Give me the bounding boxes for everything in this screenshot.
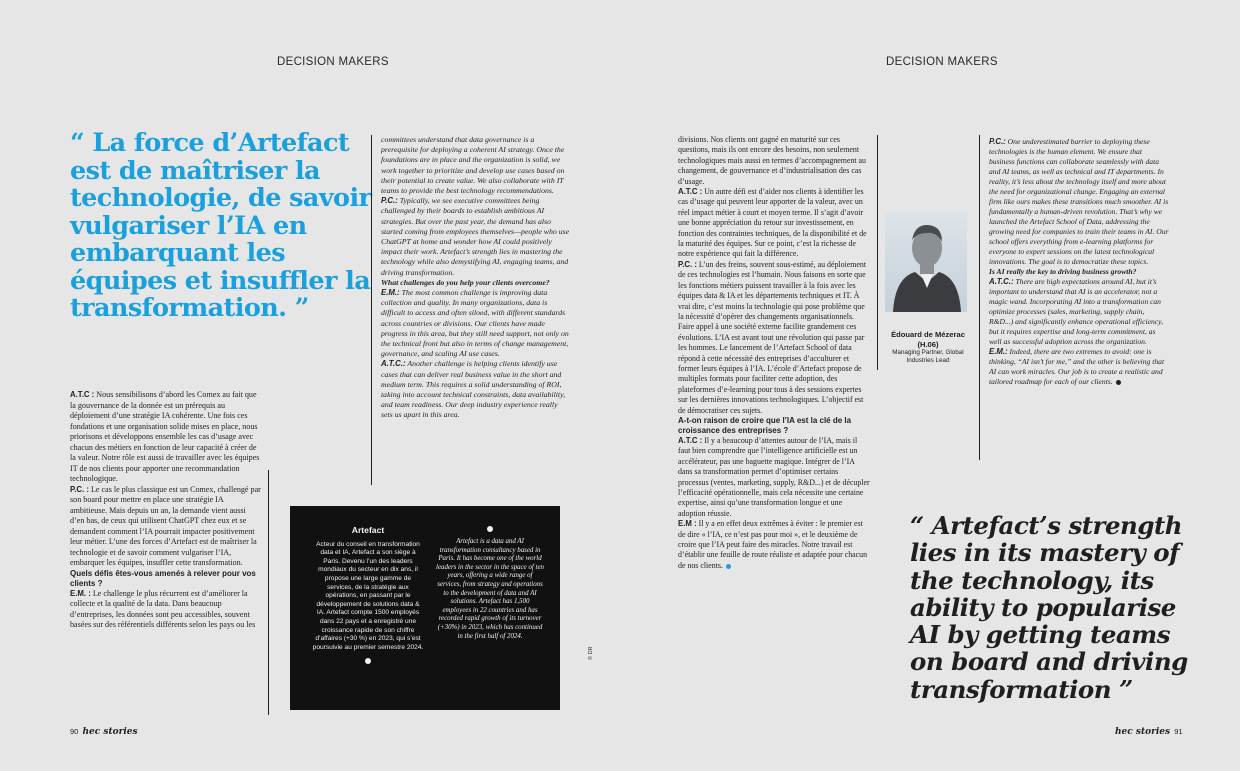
speaker-tag: E.M :	[678, 519, 697, 529]
paragraph: Le cas le plus classique est un Comex, challengé par son board pour mettre en place une stratégie IA ambitieuse. Mais depuis un an, la demande vient aussi d’en bas, de ceux qui utilisent ChatGPT chez eux et se demandent comment l’IA pourrait impacter positivement leur métier. L’une des forces d’Artefact est de maîtriser la technologie et de savoir comment vulgariser l’IA, embarquer les équipes, insuffler cette transformation.	[70, 484, 261, 567]
company-info-box	[290, 506, 560, 710]
pull-quote-fr: “ La force d’Artefact est de maîtriser la technologie, de savoir vulgariser l’IA en embarquant les équipes et insuffler la transformation. ”	[70, 128, 372, 323]
speaker-tag: A.T.C :	[678, 435, 703, 445]
info-box-text-en: Artefact is a data and AI transformation consultancy based in Paris. It has become one of the world leaders in the sector in the space of ten years, offering a wide range of services, from strategy and operations to the development of data and AI solutions. Artefact has 1,500 employees in 22 countries and has recorded rapid growth of its turnover (+30%) in 2023, which has continued in the first half of 2024.	[436, 538, 544, 640]
paragraph: Typically, we see executive committees being challenged by their boards to establish ambitious AI strategies. But over the past year, the demand has also started coming from employees themselves—people who use ChatGPT at home and wonder how AI could positively impact their work. Artefact’s strength lies in mastering the technology while also demystifying AI, engaging teams, and driving transformation.	[381, 196, 570, 277]
paragraph: committees understand that data governance is a prerequisite for deploying a coherent AI strategy. Once the foundations are in place and the organization is solid, we work together to prioritize and develop use cases based on their potential to create value. We also collaborate with IT teams to provide the best technology recommendations.	[381, 135, 565, 196]
question-heading: Quels défis êtes-vous amenés à relever pour vos clients ?	[70, 568, 256, 588]
speaker-tag: A.T.C.:	[989, 277, 1014, 286]
pull-quote-en: “ Artefact’s strength lies in its mastery of the technology, its ability to popularise AI by getting teams on board and driving transformation ”	[910, 511, 1188, 704]
paragraph: Le challenge le plus récurrent est d’améliorer la collecte et la qualité de la data. Dans beaucoup d’entreprises, les données sont peu accessibles, souvent basées sur des référentiels différents selon les pays ou les	[70, 588, 256, 629]
info-box-en	[436, 520, 544, 641]
paragraph: Another challenge is helping clients identify use cases that can deliver real business value in the short and medium term. This requires a solid understanding of ROI, taking into account technical constraints, data availability, and team readiness. Our deep industry experience really sets us apart in this area.	[381, 359, 566, 420]
question-heading: A-t-on raison de croire que l’IA est la clé de la croissance des entreprises ?	[678, 415, 852, 435]
portrait-caption	[880, 330, 976, 365]
speaker-tag: A.T.C.:	[381, 359, 406, 369]
paragraph: L’un des freins, souvent sous-estimé, au déploiement de ces technologies est l’humain. Nous faisons en sorte que les fonctions métiers puissent travailler à la fois avec les équipes data & IA et les départements techniques et IT. À vrai dire, c’est moins la technologie qui pose problème que la nécessité d’opérer des changements organisationnels. Faire appel à une société externe facilite grandement ces évolutions. L’IA est avant tout une révolution qui passe par les hommes. Le lancement de l’Artefact School of data répond à cette nécessité des entreprises d’acculturer et former leurs équipes à l’IA. L’école d’Artefact propose de multiples formats pour faciliter cette adoption, des plateformes d’e-learning pour tous à des sessions expertes sur les dernières innovations technologiques. L’objectif est de démocratiser ces sujets.	[678, 259, 867, 415]
speaker-tag: A.T.C :	[70, 390, 95, 399]
column-3	[678, 135, 870, 571]
bullet-dot-icon	[365, 658, 371, 664]
info-box-title: Artefact	[351, 525, 385, 535]
end-mark-icon	[726, 564, 731, 569]
speaker-tag: A.T.C :	[678, 187, 703, 197]
portrait-role: Managing Partner, Global Industries Lead	[892, 349, 964, 364]
speaker-tag: E.M.:	[989, 347, 1008, 356]
portrait-photo	[885, 212, 967, 312]
brand-logo-right: hec stories	[1115, 727, 1171, 737]
photo-credit: © DR	[588, 646, 594, 660]
paragraph: Nous sensibilisons d’abord les Comex au fait que la gouvernance de la donnée est un prérequis au déploiement d’une stratégie IA cohérente. Une fois ces fondations et une organisation solide mises en place, nous priorisons et développons ensemble les cas d’usage avec chacun des métiers en fonction de leur capacité à créer de la valeur. Notre rôle est aussi de travailler avec les équipes IT de nos clients pour apporter une recommandation technologique.	[70, 390, 260, 483]
column-divider	[979, 135, 980, 460]
bullet-dot-icon	[487, 526, 493, 532]
column-divider	[268, 470, 269, 715]
column-divider	[877, 135, 878, 370]
question-heading: What challenges do you help your clients overcome?	[381, 277, 550, 287]
speaker-tag: P.C.:	[989, 137, 1006, 146]
footer-right	[1115, 727, 1183, 737]
paragraph: divisions. Nos clients ont gagné en maturité sur ces questions, mais ils ont encore des besoins, non seulement technologiques mais aussi en termes d’accompagnement au changement, de gouvernance et d’industrialisation des cas d’usage.	[678, 135, 866, 186]
paragraph: Indeed, there are two extremes to avoid: one is thinking, “AI isn’t for me,” and the other is believing that AI can work miracles. Our job is to create a realistic and tailored roadmap for each of our clients.	[989, 347, 1165, 386]
portrait-name: Édouard de Mézerac (H.06)	[891, 330, 965, 349]
section-header-right: DECISION MAKERS	[886, 56, 998, 68]
paragraph: The most common challenge is improving data collection and quality. In many organizations, data is difficult to access and often siloed, with different standards across countries or divisions. Our clients have made progress in this area, but they still need support, not only on the technical front but also in terms of change management, governance, and scaling AI use cases.	[381, 288, 569, 359]
paragraph: There are high expectations around AI, but it’s important to understand that AI is an accelerator, not a magic wand. Incorporating AI into a transformation can optimize processes (sales, marketing, supply chain, R&D...) and significantly enhance operational efficiency, but it requires expertise and long-term commitment, as well as successful adoption across the organization.	[989, 277, 1163, 346]
page-number-left: 90	[70, 727, 79, 736]
brand-logo-left: hec stories	[82, 727, 138, 737]
column-1	[70, 390, 262, 631]
speaker-tag: P.C. :	[678, 259, 697, 269]
paragraph: Il y a en effet deux extrêmes à éviter : le premier est de dire « l’IA, ce n’est pas pour moi », et le deuxième de croire que l’IA peut faire des miracles. Notre travail est d’établir une feuille de route réaliste et adaptée pour chacun de nos clients.	[678, 519, 868, 570]
section-header-left: DECISION MAKERS	[277, 56, 389, 68]
speaker-tag: E.M.:	[381, 288, 400, 298]
page-number-right: 91	[1174, 727, 1183, 736]
speaker-tag: P.C.:	[381, 196, 398, 206]
speaker-tag: P.C. :	[70, 484, 89, 494]
question-heading: Is AI really the key to driving business growth?	[989, 267, 1137, 276]
column-2	[381, 135, 571, 421]
info-box-text-fr: Acteur du conseil en transformation data et IA, Artefact a son siège à Paris. Devenu l’un des leaders mondiaux du secteur en dix ans, il propose une large gamme de services, de la stratégie aux opérations, en passant par le développement de solutions data & IA. Artefact compte 1500 employés dans 22 pays et a enregistré une croissance rapide de son chiffre d’affaires (+30 %) en 2023, qui s’est poursuivie au premier semestre 2024.	[312, 540, 424, 651]
info-box-fr	[312, 526, 424, 670]
paragraph: Il y a beaucoup d’attentes autour de l’IA, mais il faut bien comprendre que l’intelligence artificielle est un accélérateur, pas une baguette magique. Intégrer de l’IA dans sa transformation permet d’optimiser certains processus (ventes, marketing, supply, R&D...) et de décupler l’efficacité opérationnelle, mais cela nécessite une certaine expertise, ainsi qu’une transformation longue et une adoption réussie.	[678, 435, 870, 518]
paragraph: Un autre défi est d’aider nos clients à identifier les cas d’usage qui peuvent leur apporter de la valeur, avec un réel impact métier à court et moyen terme. Il s’agit d’avoir une bonne appréciation du retour sur investissement, en fonction des contraintes techniques, de la disponibilité et de la maturité des équipes. Sur ce point, c’est la richesse de notre expérience qui fait la différence.	[678, 187, 867, 259]
footer-left	[70, 727, 138, 737]
end-mark-icon	[1116, 380, 1121, 385]
paragraph: One underestimated barrier to deploying these technologies is the human element. We ensure that business functions can collaborate seamlessly with data and AI teams, as well as technical and IT departments. In reality, it’s less about the technology itself and more about the need for organizational change. Engaging an external firm like ours makes these transitions much smoother. AI is fundamentally a human-driven revolution. That’s why we launched the Artefact School of Data, addressing the growing need for companies to train their teams in AI. Our school offers everything from e-learning platforms for everyone to expert sessions on the latest technological innovations. The goal is to democratize these topics.	[989, 137, 1169, 266]
column-4	[989, 137, 1169, 387]
speaker-tag: E.M. :	[70, 588, 91, 598]
column-divider	[371, 135, 372, 485]
